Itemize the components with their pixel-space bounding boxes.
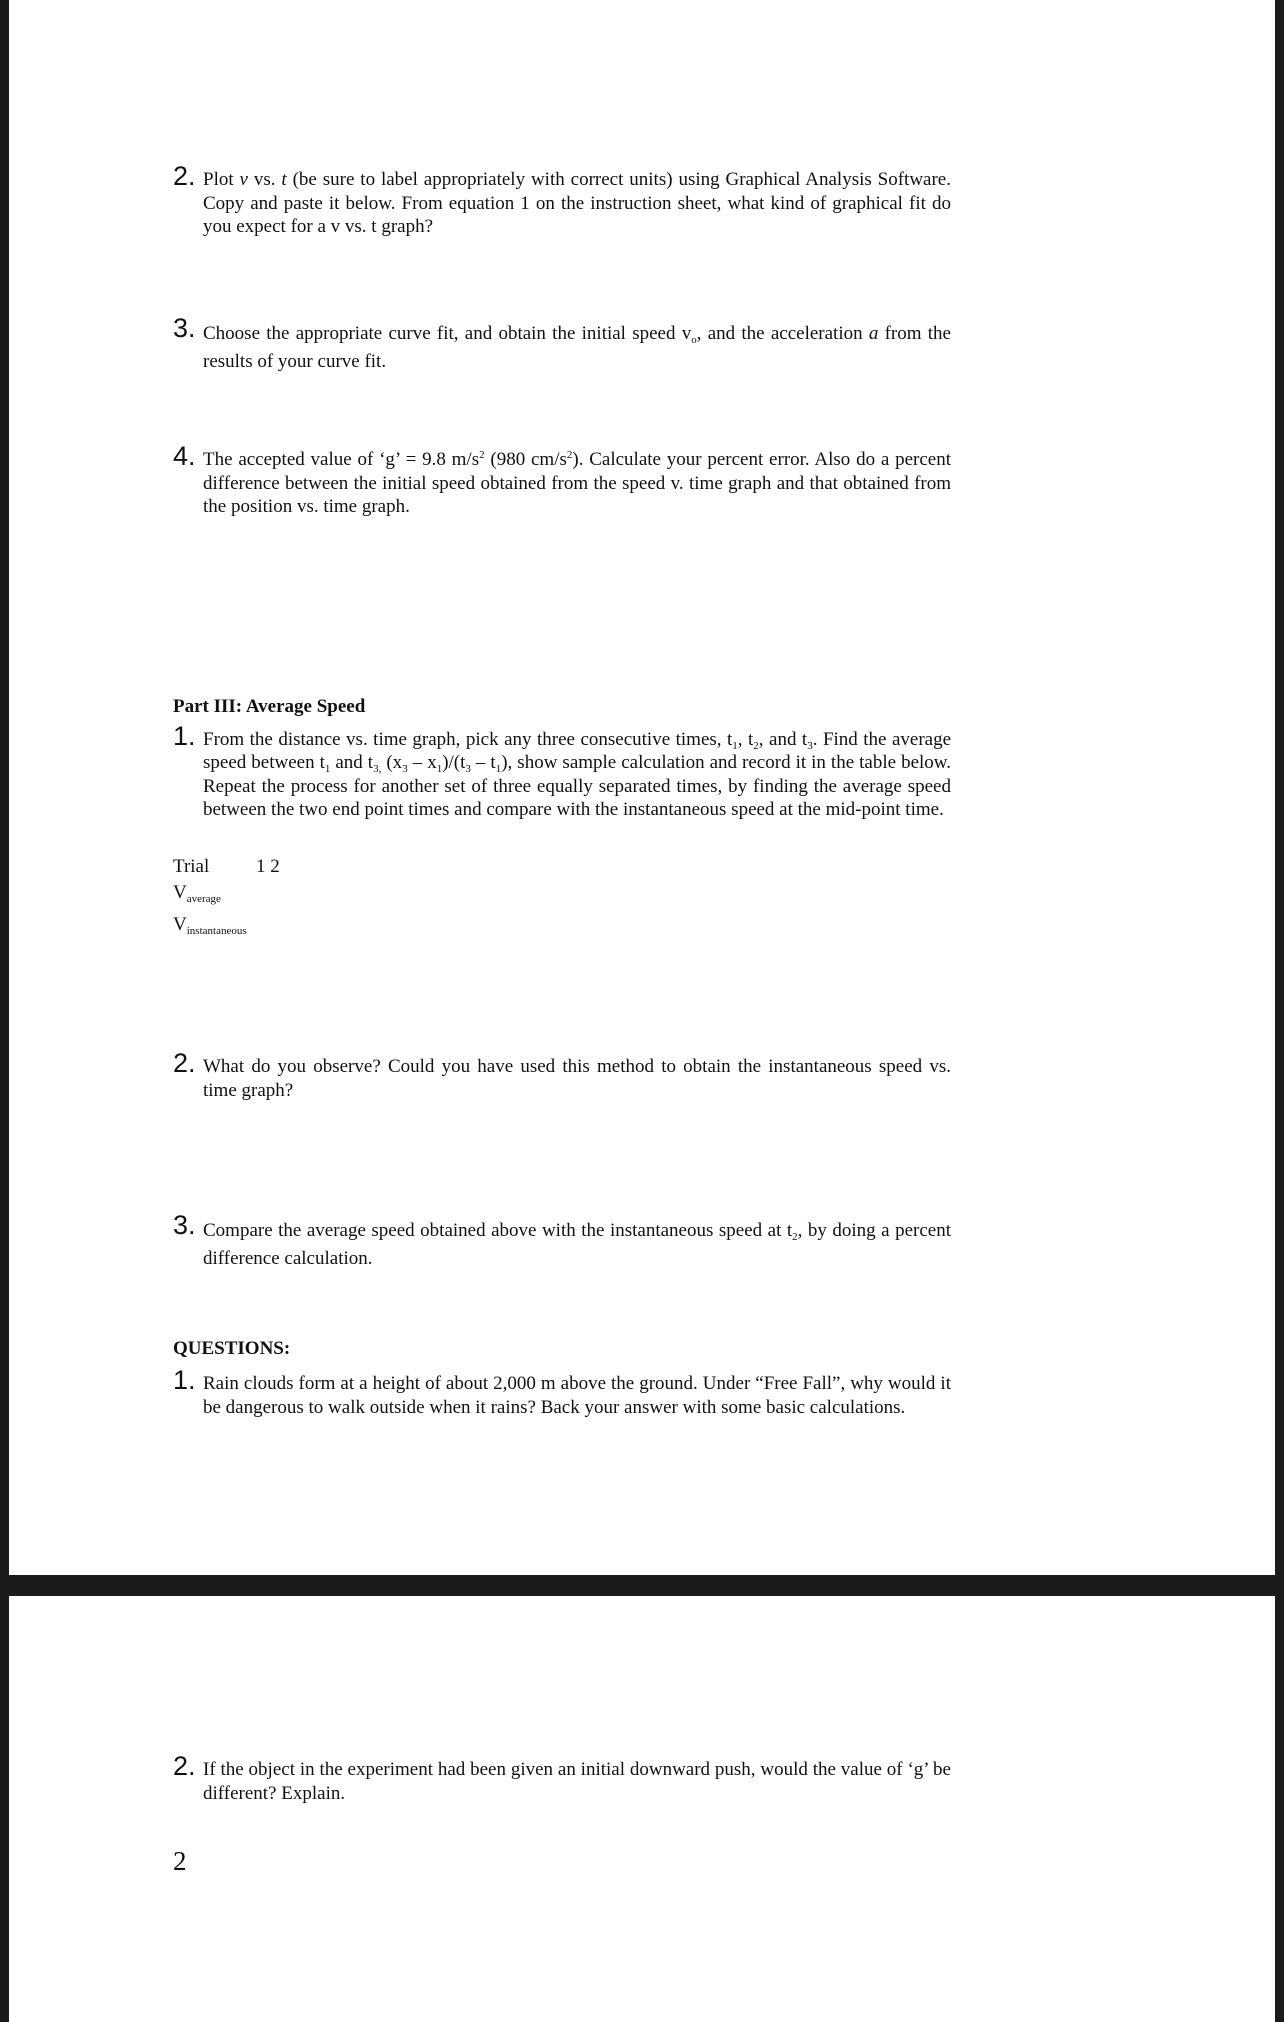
item-number: 3. — [173, 1210, 196, 1240]
item-text: Rain clouds form at a height of about 2,000 m above the ground. Under “Free Fall”, why would it be dangerous to walk outside when it rains? Back your answer with some basic calculations. — [203, 1373, 951, 1418]
part3-item-1 — [173, 721, 952, 821]
item-text: If the object in the experiment had been given an initial downward push, would the value of ‘g’ be different? Explain. — [203, 1759, 951, 1804]
v-average-label: $V_{average}$ — [173, 882, 221, 905]
item-number: 1. — [173, 721, 196, 751]
item-number: 4. — [173, 441, 196, 471]
item-number: 1. — [173, 1365, 196, 1395]
questions-heading: QUESTIONS: — [173, 1338, 291, 1359]
document-page-2 — [9, 1596, 1275, 2022]
item-number: 2. — [173, 161, 196, 191]
item-text: What do you observe? Could you have used this method to obtain the instantaneous speed vs. time graph? — [203, 1056, 951, 1101]
question-1 — [173, 1365, 951, 1419]
item-text: Compare the average speed obtained above with the instantaneous speed at $t_2$, by doing a percent difference calculation. — [203, 1220, 951, 1269]
item-number: 2. — [173, 1751, 196, 1781]
item-text: Plot v vs. t (be sure to label appropriately with correct units) using Graphical Analysis Software. Copy and paste it below. From equation 1 on the instruction sheet, what kind of graphical fit do you expect for a v vs. t graph? — [203, 169, 951, 237]
item-text: The accepted value of ‘g’ = 9.8 $m/s^2$ (980 $cm/s^2$). Calculate your percent error. Also do a percent difference between the initial speed obtained from the speed v. time graph and that obtained from the position vs. time graph. — [203, 449, 951, 517]
trial-numbers: 1 2 — [256, 856, 280, 877]
part3-item-3 — [173, 1210, 951, 1273]
part3-heading: Part III: Average Speed — [173, 696, 366, 717]
part3-item-2 — [173, 1048, 951, 1102]
part2-item-3 — [173, 313, 951, 376]
v-instantaneous-label: $V_{instantaneous}$ — [173, 914, 247, 937]
item-number: 3. — [173, 313, 196, 343]
question-2 — [173, 1751, 951, 1805]
item-text: Choose the appropriate curve fit, and obtain the initial speed $v_o$, and the acceleration a from the results of your curve fit. — [203, 323, 951, 372]
item-text: From the distance vs. time graph, pick any three consecutive times, $t_1$, $t_2$, and $t_3$. Find the average speed between $t_1$ and $t_{3,}$ $(x_3 - x_1)/(t_3 - t_1)$, show sample calculation and record it in the table below. Repeat the process for another set of three equally separated times, by finding the average speed between the two end point times and compare with the instantaneous speed at the mid-point time. — [203, 729, 952, 820]
page-number: 2 — [173, 1846, 187, 1876]
document-page-1 — [9, 0, 1275, 1575]
item-number: 2. — [173, 1048, 196, 1078]
trial-label: Trial — [173, 856, 210, 877]
part2-item-4 — [173, 441, 951, 519]
part2-item-2 — [173, 161, 951, 239]
